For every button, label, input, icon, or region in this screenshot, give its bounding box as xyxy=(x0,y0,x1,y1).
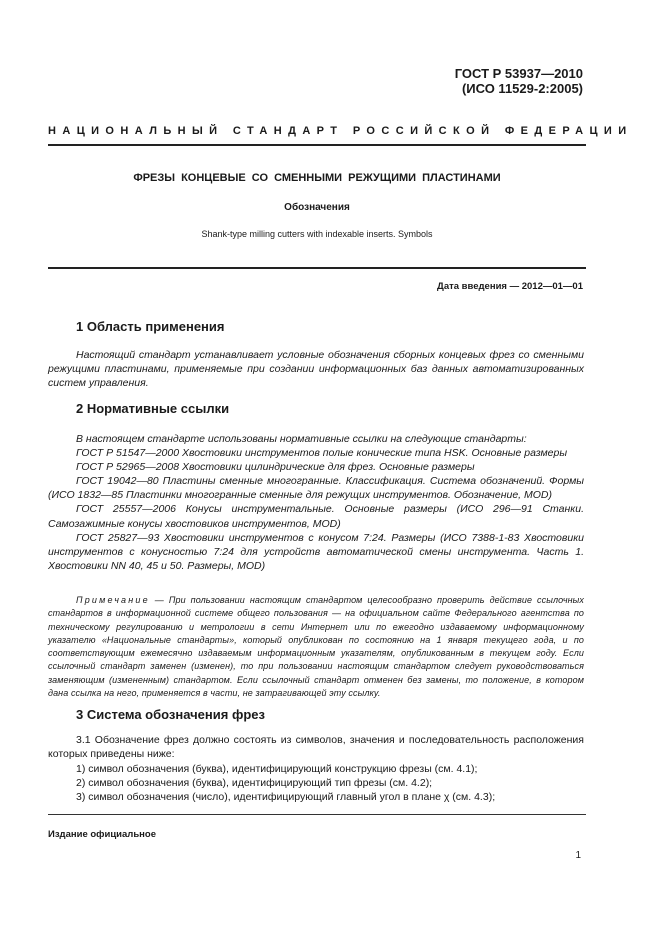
list-item: 2) символ обозначения (буква), идентифицирующий тип фрезы (см. 4.2); xyxy=(76,776,433,789)
note-text: — При пользовании настоящим стандартом целесообразно проверить действие ссылочных стандартов в информационной системе общего пользования — на официальном сайте Федерального агентства по техническому регулированию и метрологии в сети Интернет или по ежегодно издаваемому информационному указателю «Национальные стандарты», который опубликован по состоянию на 1 января текущего года, и по соответствующим ежемесячно издаваемым информационным указателям, опубликованным в текущем году. Если ссылочный стандарт заменен (изменен), то при пользовании настоящим стандартом следует руководствоваться заменяющим (измененным) стандартом. Если ссылочный стандарт отменен без замены, то положение, в котором дана ссылка на него, применяется в части, не затрагивающей эту ссылку. xyxy=(48,595,584,699)
reference-item: ГОСТ Р 52965—2008 Хвостовики цилиндрические для фрез. Основные размеры xyxy=(76,461,475,474)
reference-item: ГОСТ Р 51547—2000 Хвостовики инструментов полые конические типа HSK. Основные размеры xyxy=(76,447,568,460)
gost-number: ГОСТ Р 53937—2010 xyxy=(454,66,583,81)
note-label: Примечание xyxy=(76,595,150,605)
reference-list xyxy=(48,432,584,573)
list-item: 3) символ обозначения (число), идентифицирующий главный угол в плане χ (см. 4.3); xyxy=(76,791,496,804)
banner-rule xyxy=(48,144,586,146)
document-title: ФРЕЗЫ КОНЦЕВЫЕ СО СМЕННЫМИ РЕЖУЩИМИ ПЛАСТИНАМИ xyxy=(133,172,501,184)
page-number: 1 xyxy=(575,850,581,861)
reference-intro: В настоящем стандарте использованы нормативные ссылки на следующие стандарты: xyxy=(76,433,527,445)
section-2-heading: 2 Нормативные ссылки xyxy=(76,401,230,416)
section-1-text: Настоящий стандарт устанавливает условные обозначения сборных концевых фрез со сменными режущими пластинами, применяемые при создании информационных баз данных автоматизированных систем управления. xyxy=(48,349,584,389)
official-edition-label: Издание официальное xyxy=(48,829,156,840)
section-1-heading: 1 Область применения xyxy=(76,319,225,334)
iso-number: (ИСО 11529-2:2005) xyxy=(461,81,583,96)
section-3-body xyxy=(48,733,584,804)
section-3-heading: 3 Система обозначения фрез xyxy=(76,707,265,722)
reference-item: ГОСТ 25827—93 Хвостовики инструментов с конусом 7:24. Размеры (ИСО 7388-1-83 Хвостовики инструментов с конусностью 7:24 для устройств автоматической смены инструмента. Часть 1. Хвостовики NN 40, 45 и 50. Размеры, MOD) xyxy=(48,531,584,572)
reference-item: ГОСТ 25557—2006 Конусы инструментальные. Основные размеры (ИСО 296—91 Станки. Самозажимные конусы хвостовиков инструментов, MOD) xyxy=(48,503,584,530)
title-rule xyxy=(48,267,586,269)
introduction-date: Дата введения — 2012—01—01 xyxy=(437,281,583,292)
document-english-title: Shank-type milling cutters with indexable inserts. Symbols xyxy=(201,229,433,239)
reference-item: ГОСТ 19042—80 Пластины сменные многогранные. Классификация. Система обозначений. Формы (ИСО 1832—85 Пластинки многогранные сменные для режущих инструментов. Обозначение, MOD) xyxy=(48,475,584,502)
section-3-intro: 3.1 Обозначение фрез должно состоять из символов, значения и последовательность расположения которых приведены ниже: xyxy=(48,734,584,761)
reference-note xyxy=(48,594,584,700)
footer-rule xyxy=(48,814,586,815)
standard-banner: НАЦИОНАЛЬНЫЙ СТАНДАРТ РОССИЙСКОЙ ФЕДЕРАЦИИ xyxy=(48,125,633,137)
list-item: 1) символ обозначения (буква), идентифицирующий конструкцию фрезы (см. 4.1); xyxy=(76,762,478,775)
document-subtitle: Обозначения xyxy=(284,202,350,213)
gost-number-block xyxy=(455,66,583,96)
